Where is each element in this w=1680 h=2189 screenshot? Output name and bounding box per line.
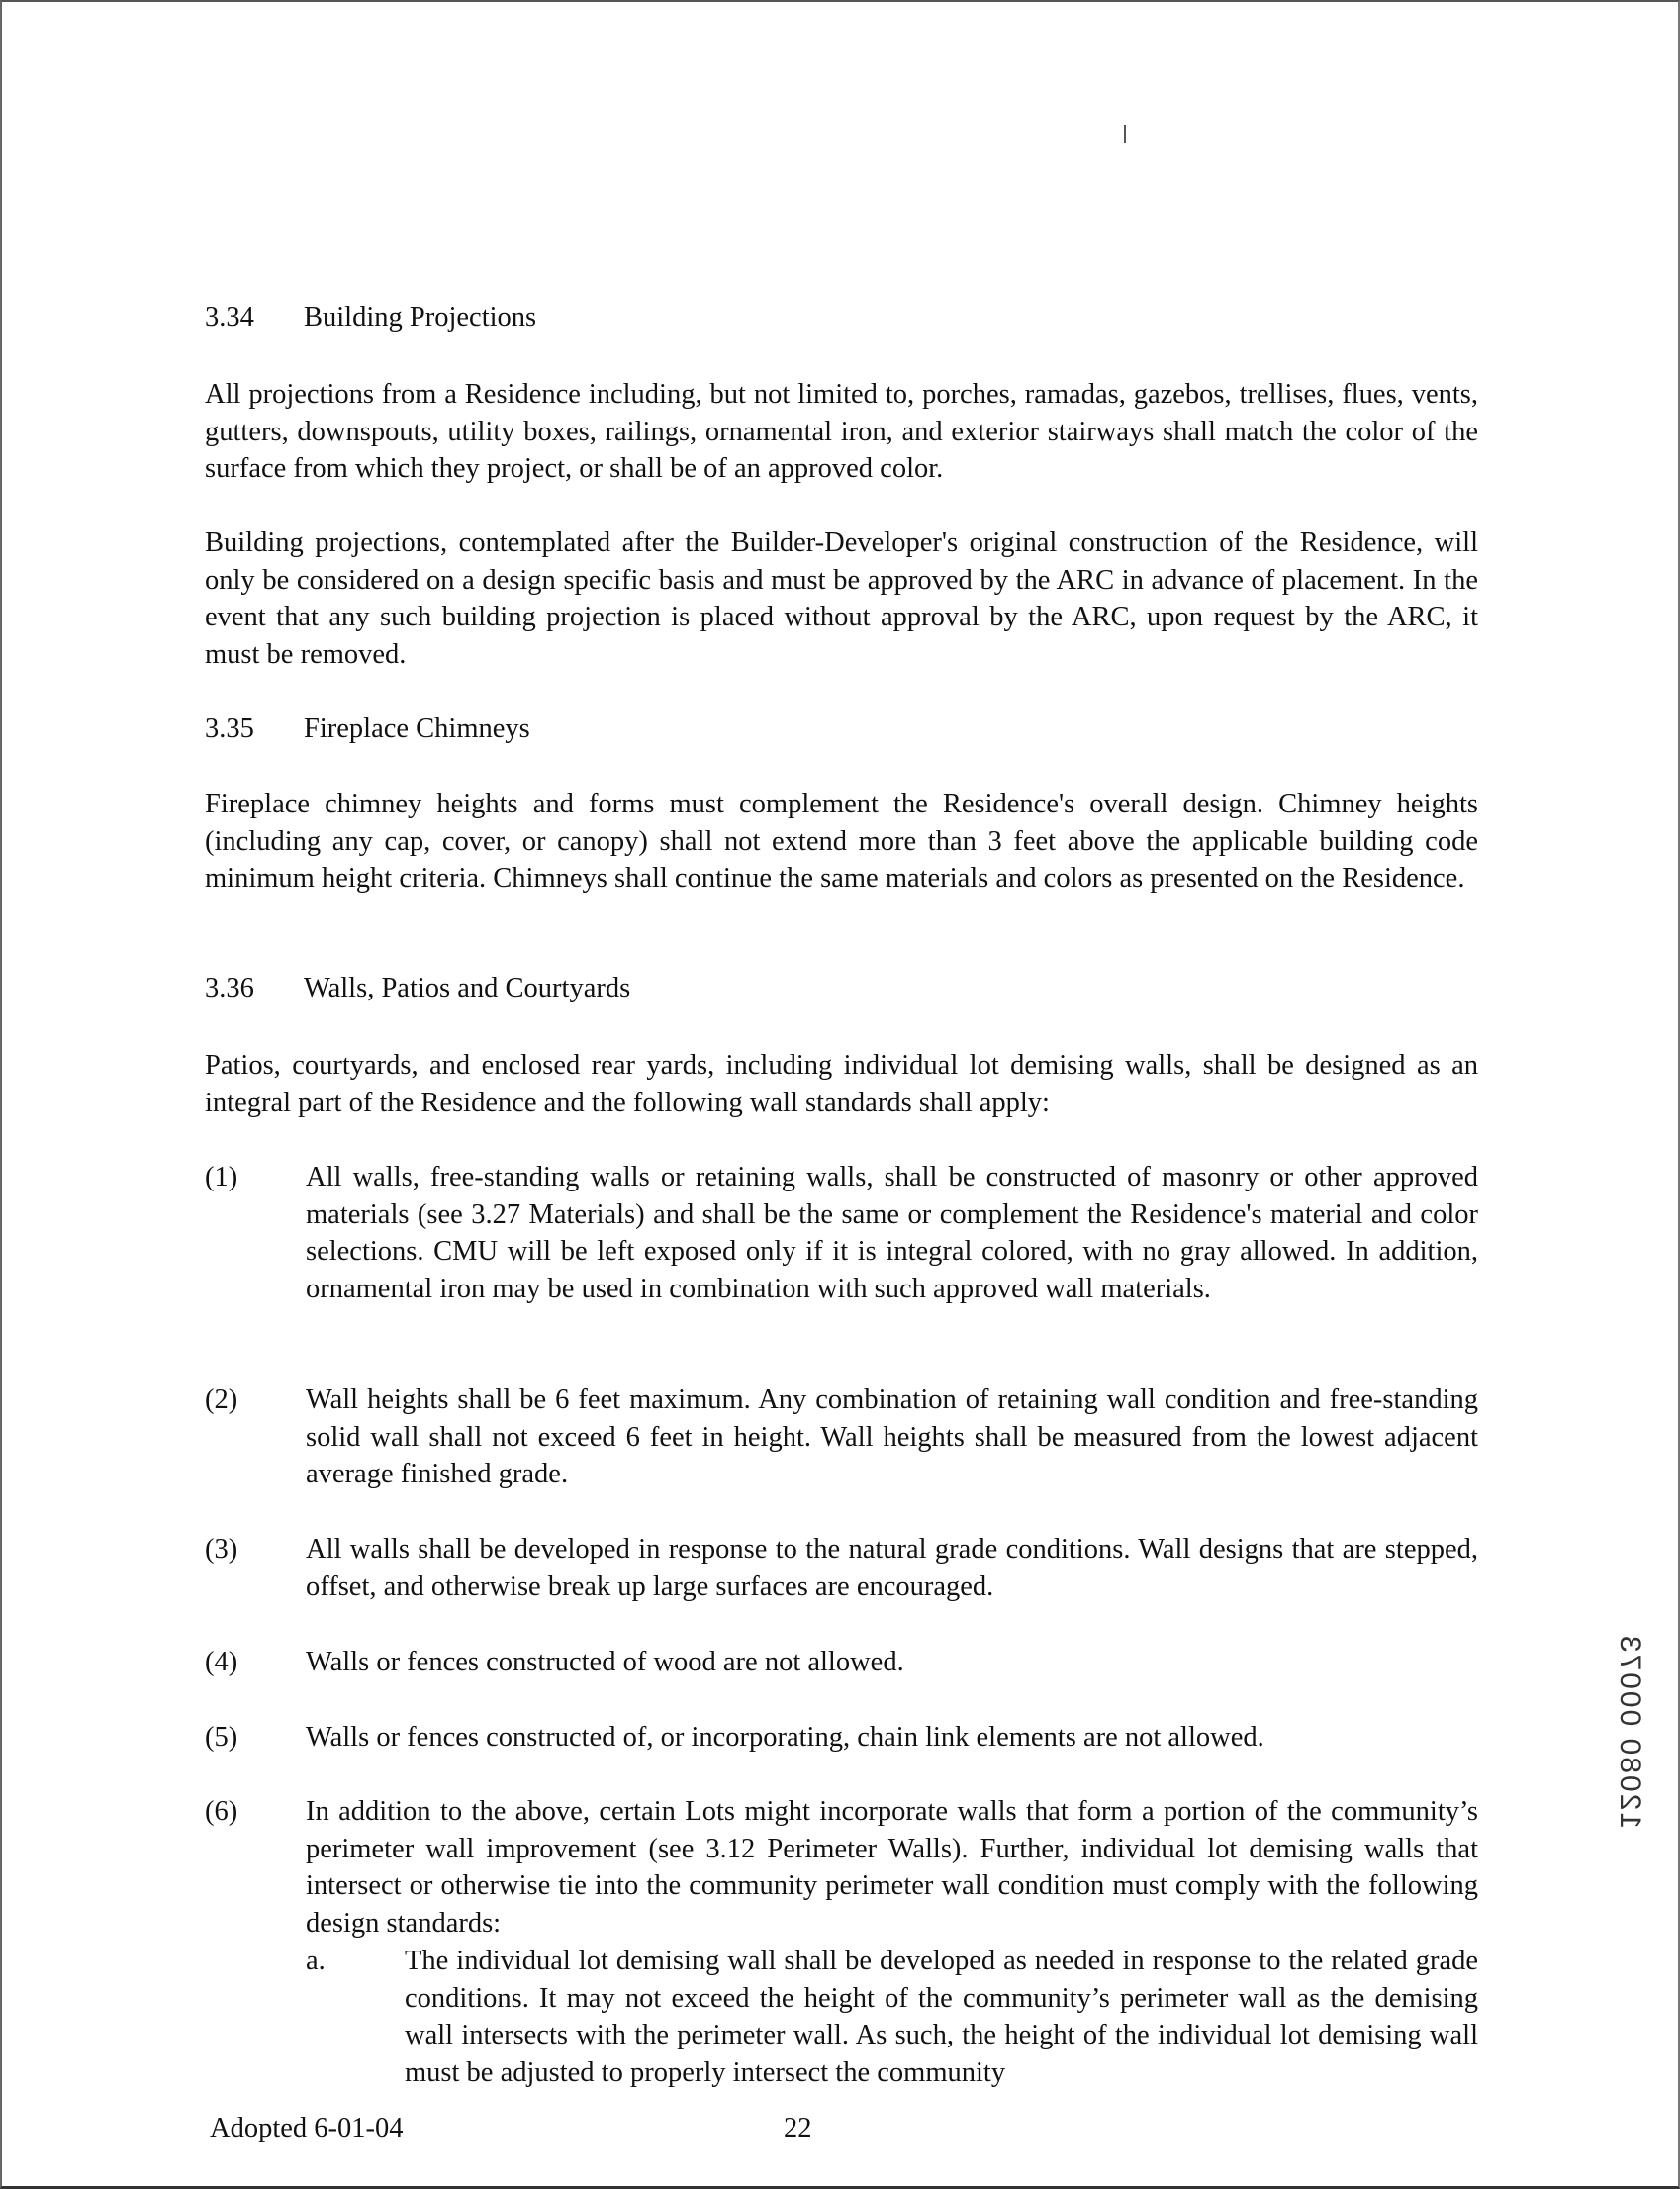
page-number: 22 <box>784 2113 812 2143</box>
list-marker: (6) <box>205 1796 238 1827</box>
paragraph: All projections from a Residence including, but not limited to, porches, ramadas, gazebos, trellises, flues, vents, gutters, downspouts, utility boxes, railings, ornamental iron, and exterior stairways shall match the color of the surface from which they project, or shall be of an approved color. <box>205 379 1478 484</box>
section-title: Walls, Patios and Courtyards <box>304 973 631 1003</box>
list-marker: (5) <box>205 1722 238 1753</box>
paragraph: Patios, courtyards, and enclosed rear yards, including individual lot demising walls, shall be designed as an integral part of the Residence and the following wall standards shall apply: <box>205 1050 1478 1118</box>
section-title: Fireplace Chimneys <box>304 714 530 744</box>
list-item-text: Walls or fences constructed of, or incorporating, chain link elements are not allowed. <box>306 1722 1264 1753</box>
section-number: 3.36 <box>205 973 254 1003</box>
list-item-text: All walls shall be developed in response to the natural grade conditions. Wall designs that are stepped, offset, and otherwise break up large surfaces are encouraged. <box>306 1534 1478 1602</box>
sub-list-marker: a. <box>306 1946 326 1976</box>
section-heading-3-36 <box>205 970 1095 1007</box>
section-number: 3.34 <box>205 302 254 333</box>
section-heading-3-35 <box>205 711 1095 748</box>
adopted-date: Adopted 6-01-04 <box>210 2113 404 2143</box>
bates-stamp: 12080 00073 <box>1614 1633 1646 1829</box>
list-item-text: In addition to the above, certain Lots might incorporate walls that form a portion of the community’s perimeter wall improvement (see 3.12 Perimeter Walls). Further, individual lot demising walls that intersect or otherwise tie into the community perimeter wall condition must comply with the following design standards: <box>306 1796 1478 1939</box>
paragraph: Building projections, contemplated after the Builder-Developer's original construction of the Residence, will only be considered on a design specific basis and must be approved by the ARC in advance of placement. In the event that any such building projection is placed without approval by the ARC, upon request by the ARC, it must be removed. <box>205 527 1478 670</box>
list-marker: (3) <box>205 1534 238 1565</box>
paragraph: Fireplace chimney heights and forms must complement the Residence's overall design. Chimney heights (including any cap, cover, or canopy) shall not extend more than 3 feet above the applicable building code minimum height criteria. Chimneys shall continue the same materials and colors as presented on the Residence. <box>205 789 1478 894</box>
list-marker: (1) <box>205 1162 238 1192</box>
section-title: Building Projections <box>304 302 537 333</box>
scan-mark <box>1124 125 1126 143</box>
list-item-text: Walls or fences constructed of wood are not allowed. <box>306 1647 904 1677</box>
list-marker: (4) <box>205 1647 238 1677</box>
section-number: 3.35 <box>205 714 254 744</box>
list-item-text: All walls, free-standing walls or retaining walls, shall be constructed of masonry or other approved materials (see 3.27 Materials) and shall be the same or complement the Residence's material and color selections. CMU will be left exposed only if it is integral colored, with no gray allowed. In addition, ornamental iron may be used in combination with such approved wall materials. <box>306 1162 1478 1304</box>
list-marker: (2) <box>205 1384 238 1415</box>
list-item-text: Wall heights shall be 6 feet maximum. Any combination of retaining wall condition and free-standing solid wall shall not exceed 6 feet in height. Wall heights shall be measured from the lowest adjacent average finished grade. <box>306 1384 1478 1489</box>
section-heading-3-34 <box>205 299 1095 336</box>
sub-list-item-text: The individual lot demising wall shall be developed as needed in response to the related grade conditions. It may not exceed the height of the community’s perimeter wall as the demising wall intersects with the perimeter wall. As such, the height of the individual lot demising wall must be adjusted to properly intersect the community <box>405 1946 1478 2088</box>
